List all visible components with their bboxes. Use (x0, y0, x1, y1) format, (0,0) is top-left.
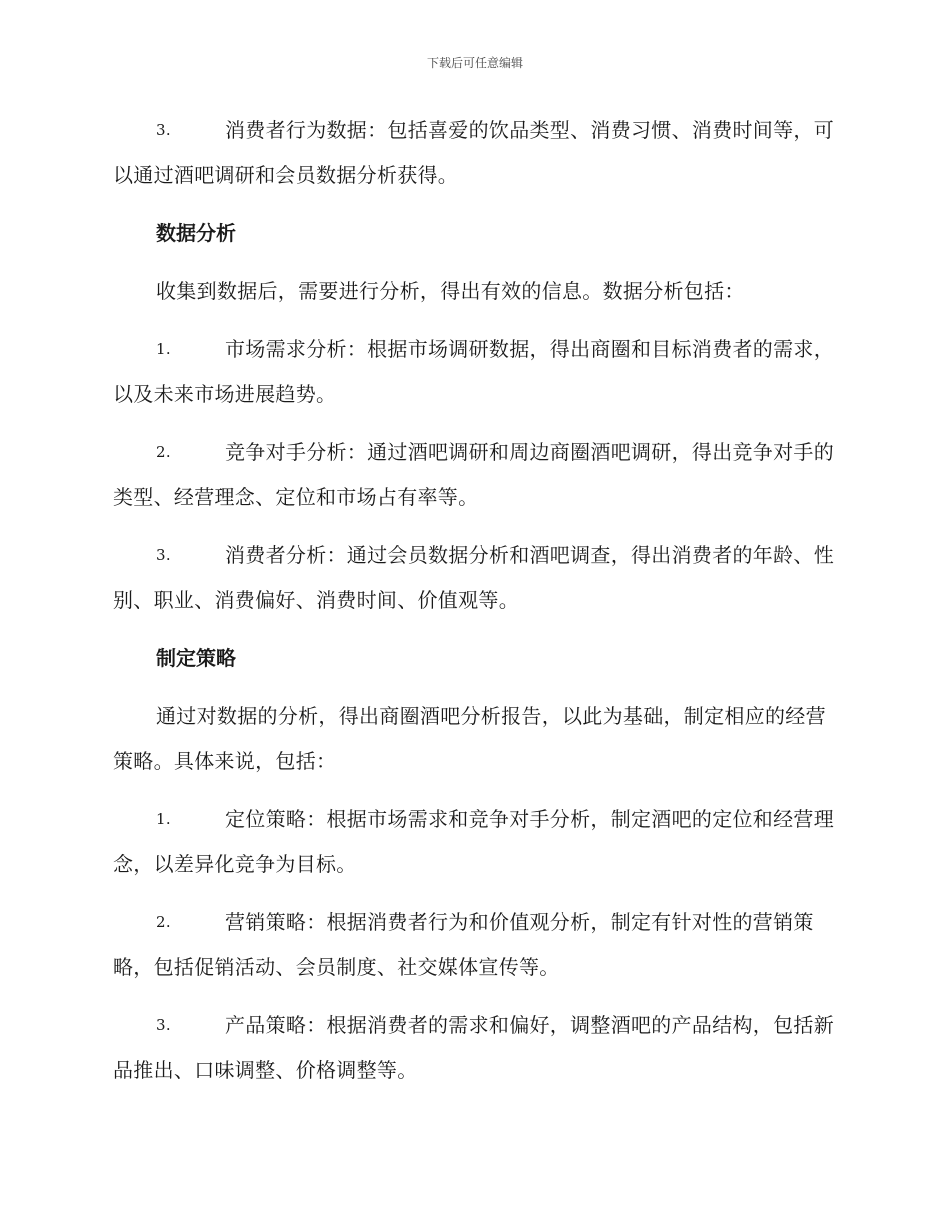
section-heading-data-analysis: 数据分析 (156, 221, 236, 245)
paragraph-strategy-intro: 通过对数据的分析，得出商圈酒吧分析报告，以此为基础，制定相应的经营策略。具体来说，包括： (113, 704, 826, 773)
list-number: 3. (156, 121, 171, 139)
list-number: 2. (156, 913, 171, 931)
list-item-text: 消费者行为数据：包括喜爱的饮品类型、消费习惯、消费时间等，可以通过酒吧调研和会员数据分析获得。 (113, 118, 834, 187)
document-body (113, 108, 835, 1106)
list-number: 3. (156, 546, 171, 564)
list-item-text: 产品策略：根据消费者的需求和偏好，调整酒吧的产品结构，包括新品推出、口味调整、价格调整等。 (113, 1013, 834, 1082)
list-item-market-demand-analysis (113, 327, 835, 417)
paragraph-analysis-intro: 收集到数据后，需要进行分析，得出有效的信息。数据分析包括： (156, 279, 745, 303)
list-item-consumer-behavior-data (113, 108, 835, 198)
list-item-text: 消费者分析：通过会员数据分析和酒吧调查，得出消费者的年龄、性别、职业、消费偏好、消费时间、价值观等。 (113, 543, 834, 612)
list-number: 1. (156, 340, 171, 358)
list-item-text: 市场需求分析：根据市场调研数据，得出商圈和目标消费者的需求，以及未来市场进展趋势。 (113, 337, 834, 406)
list-number: 2. (156, 443, 171, 461)
list-number: 1. (156, 810, 171, 828)
list-item-positioning-strategy (113, 797, 835, 887)
page-header: 下载后可任意编辑 (426, 56, 523, 70)
list-item-product-strategy (113, 1003, 835, 1093)
list-item-consumer-analysis (113, 533, 835, 623)
list-item-text: 营销策略：根据消费者行为和价值观分析，制定有针对性的营销策略，包括促销活动、会员制度、社交媒体宣传等。 (113, 910, 814, 979)
list-item-text: 竞争对手分析：通过酒吧调研和周边商圈酒吧调研，得出竞争对手的类型、经营理念、定位和市场占有率等。 (113, 440, 834, 509)
list-item-marketing-strategy (113, 900, 835, 990)
list-number: 3. (156, 1016, 171, 1034)
list-item-text: 定位策略：根据市场需求和竞争对手分析，制定酒吧的定位和经营理念，以差异化竞争为目标。 (113, 807, 834, 876)
section-heading-strategy: 制定策略 (156, 646, 236, 670)
list-item-competitor-analysis (113, 430, 835, 520)
